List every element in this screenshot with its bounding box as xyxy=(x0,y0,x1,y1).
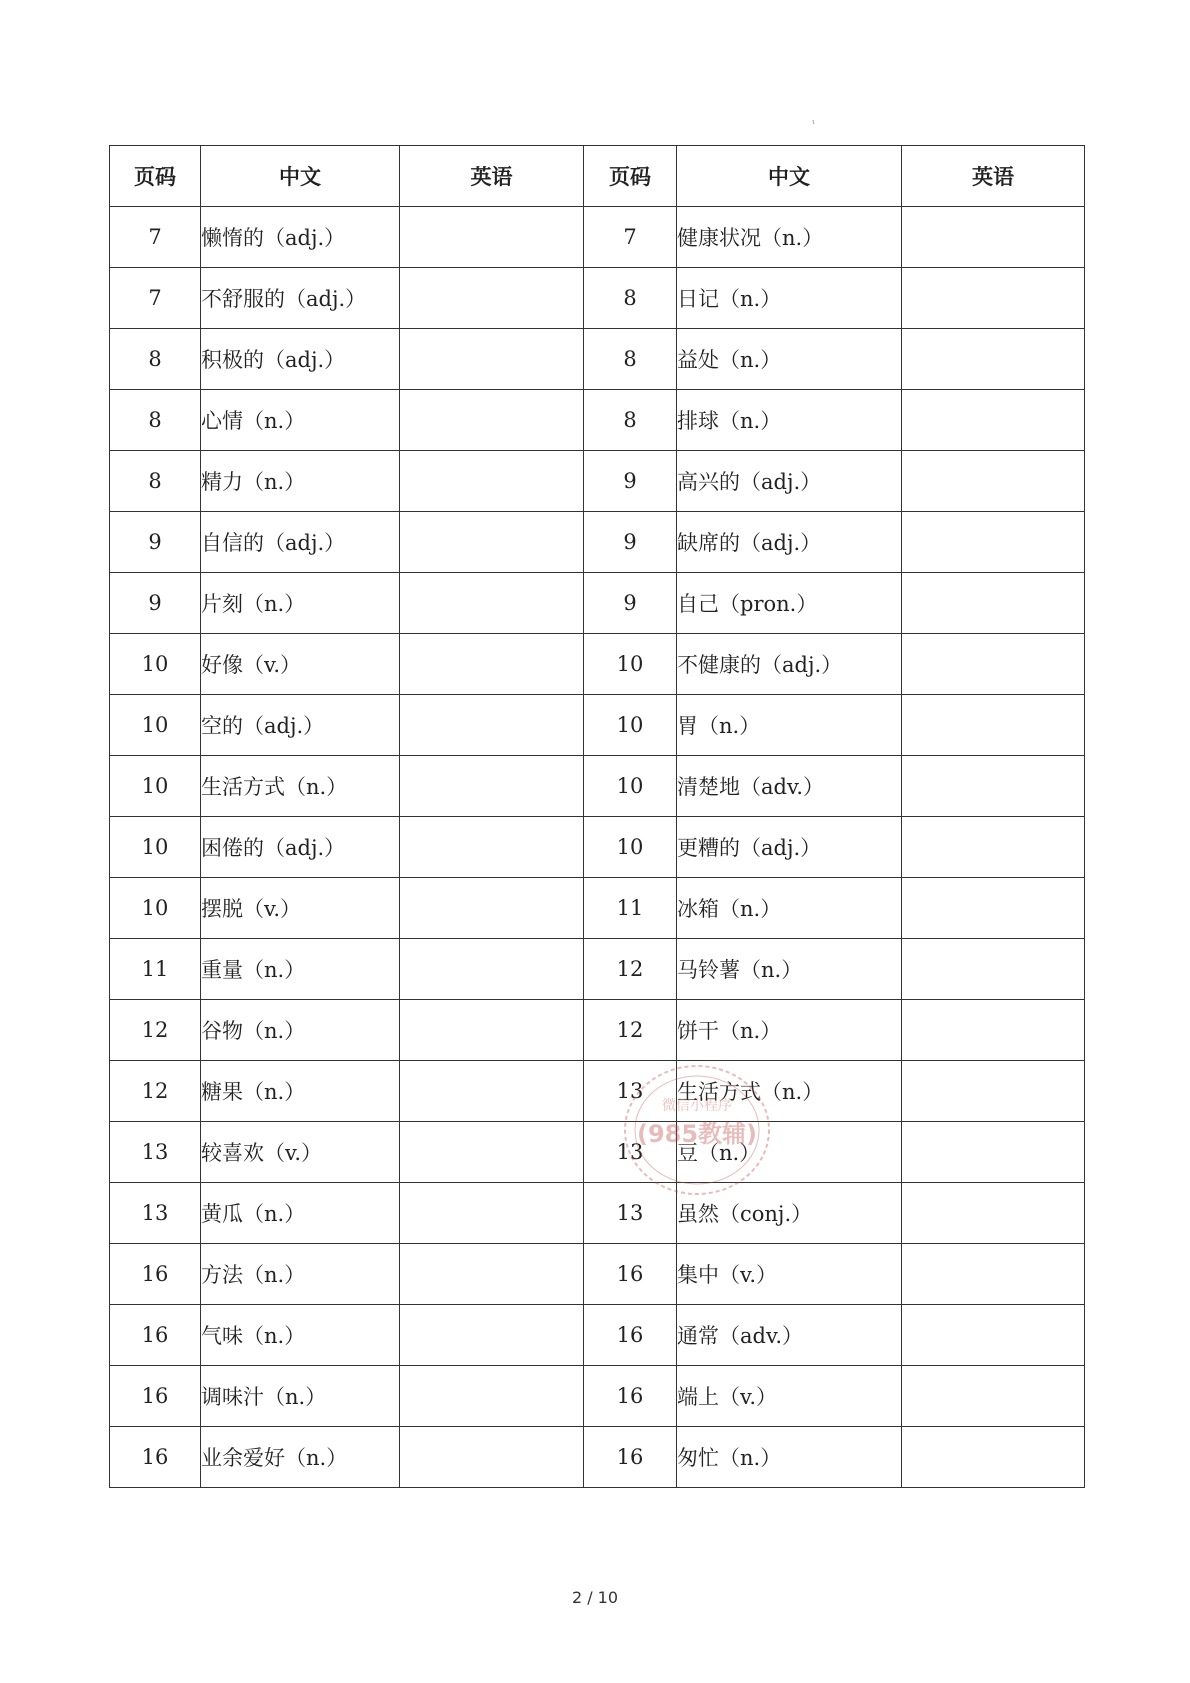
header-page-left: 页码 xyxy=(110,146,201,207)
chinese-word-cell: 自己（pron.） xyxy=(677,573,902,634)
chinese-word-cell: 生活方式（n.） xyxy=(677,1061,902,1122)
chinese-word-cell: 自信的（adj.） xyxy=(201,512,400,573)
chinese-word-cell: 懒惰的（adj.） xyxy=(201,207,400,268)
chinese-word-cell: 端上（v.） xyxy=(677,1366,902,1427)
english-answer-cell xyxy=(400,1000,584,1061)
chinese-word-cell: 谷物（n.） xyxy=(201,1000,400,1061)
page-number-cell: 11 xyxy=(110,939,201,1000)
chinese-word-cell: 通常（adv.） xyxy=(677,1305,902,1366)
english-answer-cell xyxy=(400,512,584,573)
page-number-cell: 16 xyxy=(584,1305,677,1366)
table-row xyxy=(110,756,1085,817)
table-row xyxy=(110,329,1085,390)
chinese-word-cell: 不舒服的（adj.） xyxy=(201,268,400,329)
table-row xyxy=(110,1366,1085,1427)
page-number-cell: 8 xyxy=(584,268,677,329)
page-number-cell: 13 xyxy=(110,1183,201,1244)
page-number-cell: 10 xyxy=(110,634,201,695)
chinese-word-cell: 清楚地（adv.） xyxy=(677,756,902,817)
english-answer-cell xyxy=(400,1305,584,1366)
english-answer-cell xyxy=(400,1244,584,1305)
page-number-cell: 13 xyxy=(110,1122,201,1183)
table-row xyxy=(110,817,1085,878)
english-answer-cell xyxy=(902,1305,1085,1366)
page-number-cell: 9 xyxy=(584,451,677,512)
english-answer-cell xyxy=(902,1366,1085,1427)
english-answer-cell xyxy=(902,1000,1085,1061)
chinese-word-cell: 生活方式（n.） xyxy=(201,756,400,817)
chinese-word-cell: 调味汁（n.） xyxy=(201,1366,400,1427)
page-number-cell: 8 xyxy=(584,390,677,451)
english-answer-cell xyxy=(400,1061,584,1122)
english-answer-cell xyxy=(902,1061,1085,1122)
table-row xyxy=(110,695,1085,756)
chinese-word-cell: 精力（n.） xyxy=(201,451,400,512)
vocabulary-table xyxy=(109,145,1085,1488)
page-number-cell: 7 xyxy=(584,207,677,268)
english-answer-cell xyxy=(902,1427,1085,1488)
table-row xyxy=(110,512,1085,573)
english-answer-cell xyxy=(400,634,584,695)
english-answer-cell xyxy=(400,1122,584,1183)
english-answer-cell xyxy=(902,1122,1085,1183)
page-number-cell: 16 xyxy=(110,1427,201,1488)
chinese-word-cell: 积极的（adj.） xyxy=(201,329,400,390)
page-number-cell: 10 xyxy=(584,756,677,817)
chinese-word-cell: 气味（n.） xyxy=(201,1305,400,1366)
page-number-cell: 10 xyxy=(110,878,201,939)
page-number-cell: 10 xyxy=(584,634,677,695)
english-answer-cell xyxy=(902,1183,1085,1244)
page-number-cell: 9 xyxy=(110,512,201,573)
english-answer-cell xyxy=(902,878,1085,939)
page-number-cell: 10 xyxy=(110,695,201,756)
english-answer-cell xyxy=(902,634,1085,695)
page-number-cell: 13 xyxy=(584,1061,677,1122)
table-row xyxy=(110,1183,1085,1244)
page-number-cell: 16 xyxy=(110,1366,201,1427)
english-answer-cell xyxy=(400,1183,584,1244)
page-number-cell: 16 xyxy=(584,1244,677,1305)
chinese-word-cell: 益处（n.） xyxy=(677,329,902,390)
page-number: 2 / 10 xyxy=(571,1588,619,1607)
page-number-cell: 13 xyxy=(584,1122,677,1183)
chinese-word-cell: 高兴的（adj.） xyxy=(677,451,902,512)
chinese-word-cell: 马铃薯（n.） xyxy=(677,939,902,1000)
table-row xyxy=(110,268,1085,329)
page-number-cell: 16 xyxy=(584,1427,677,1488)
english-answer-cell xyxy=(902,451,1085,512)
header-chinese-right: 中文 xyxy=(677,146,902,207)
english-answer-cell xyxy=(400,329,584,390)
chinese-word-cell: 好像（v.） xyxy=(201,634,400,695)
chinese-word-cell: 困倦的（adj.） xyxy=(201,817,400,878)
table-row xyxy=(110,1244,1085,1305)
page-number-cell: 10 xyxy=(110,756,201,817)
english-answer-cell xyxy=(902,573,1085,634)
english-answer-cell xyxy=(400,207,584,268)
chinese-word-cell: 摆脱（v.） xyxy=(201,878,400,939)
english-answer-cell xyxy=(400,451,584,512)
english-answer-cell xyxy=(400,695,584,756)
chinese-word-cell: 健康状况（n.） xyxy=(677,207,902,268)
page-number-cell: 9 xyxy=(584,573,677,634)
page-number-cell: 9 xyxy=(584,512,677,573)
english-answer-cell xyxy=(902,1244,1085,1305)
page-mark: ι xyxy=(812,118,815,126)
chinese-word-cell: 更糟的（adj.） xyxy=(677,817,902,878)
table-row xyxy=(110,390,1085,451)
table-row xyxy=(110,939,1085,1000)
page-number-cell: 7 xyxy=(110,268,201,329)
page-number-cell: 11 xyxy=(584,878,677,939)
watermark-center-text: (985教辅) xyxy=(636,1120,758,1148)
table-row xyxy=(110,1000,1085,1061)
page-number-cell: 16 xyxy=(110,1305,201,1366)
chinese-word-cell: 胃（n.） xyxy=(677,695,902,756)
page-number-cell: 8 xyxy=(110,329,201,390)
table-row xyxy=(110,1061,1085,1122)
header-page-right: 页码 xyxy=(584,146,677,207)
chinese-word-cell: 业余爱好（n.） xyxy=(201,1427,400,1488)
chinese-word-cell: 排球（n.） xyxy=(677,390,902,451)
page-number-cell: 13 xyxy=(584,1183,677,1244)
chinese-word-cell: 方法（n.） xyxy=(201,1244,400,1305)
english-answer-cell xyxy=(400,1366,584,1427)
chinese-word-cell: 冰箱（n.） xyxy=(677,878,902,939)
chinese-word-cell: 心情（n.） xyxy=(201,390,400,451)
chinese-word-cell: 集中（v.） xyxy=(677,1244,902,1305)
english-answer-cell xyxy=(400,878,584,939)
chinese-word-cell: 黄瓜（n.） xyxy=(201,1183,400,1244)
header-english-right: 英语 xyxy=(902,146,1085,207)
chinese-word-cell: 豆（n.） xyxy=(677,1122,902,1183)
english-answer-cell xyxy=(400,268,584,329)
header-chinese-left: 中文 xyxy=(201,146,400,207)
english-answer-cell xyxy=(902,756,1085,817)
page-number-cell: 8 xyxy=(110,451,201,512)
page-number-cell: 12 xyxy=(584,939,677,1000)
table-row xyxy=(110,207,1085,268)
table-row xyxy=(110,878,1085,939)
page-number-cell: 10 xyxy=(584,695,677,756)
chinese-word-cell: 空的（adj.） xyxy=(201,695,400,756)
table-row xyxy=(110,634,1085,695)
chinese-word-cell: 糖果（n.） xyxy=(201,1061,400,1122)
chinese-word-cell: 虽然（conj.） xyxy=(677,1183,902,1244)
table-header-row xyxy=(110,146,1085,207)
page-number-cell: 7 xyxy=(110,207,201,268)
page-number-cell: 8 xyxy=(110,390,201,451)
english-answer-cell xyxy=(400,756,584,817)
english-answer-cell xyxy=(400,573,584,634)
english-answer-cell xyxy=(902,390,1085,451)
english-answer-cell xyxy=(902,207,1085,268)
page-number-cell: 16 xyxy=(110,1244,201,1305)
watermark-top-text: 微信小程序 xyxy=(662,1098,732,1114)
header-english-left: 英语 xyxy=(400,146,584,207)
page-number-cell: 10 xyxy=(584,817,677,878)
chinese-word-cell: 缺席的（adj.） xyxy=(677,512,902,573)
english-answer-cell xyxy=(902,695,1085,756)
page-number-cell: 12 xyxy=(110,1061,201,1122)
english-answer-cell xyxy=(400,817,584,878)
page-number-cell: 8 xyxy=(584,329,677,390)
table-row xyxy=(110,1305,1085,1366)
chinese-word-cell: 不健康的（adj.） xyxy=(677,634,902,695)
page-number-cell: 12 xyxy=(584,1000,677,1061)
table-body xyxy=(110,207,1085,1488)
english-answer-cell xyxy=(400,1427,584,1488)
english-answer-cell xyxy=(902,512,1085,573)
english-answer-cell xyxy=(902,268,1085,329)
page-number-cell: 16 xyxy=(584,1366,677,1427)
english-answer-cell xyxy=(902,817,1085,878)
page-number-cell: 12 xyxy=(110,1000,201,1061)
page-number-cell: 9 xyxy=(110,573,201,634)
english-answer-cell xyxy=(902,329,1085,390)
chinese-word-cell: 较喜欢（v.） xyxy=(201,1122,400,1183)
table-row xyxy=(110,573,1085,634)
table-row xyxy=(110,1427,1085,1488)
english-answer-cell xyxy=(400,390,584,451)
table-row xyxy=(110,451,1085,512)
chinese-word-cell: 重量（n.） xyxy=(201,939,400,1000)
english-answer-cell xyxy=(400,939,584,1000)
english-answer-cell xyxy=(902,939,1085,1000)
chinese-word-cell: 日记（n.） xyxy=(677,268,902,329)
chinese-word-cell: 片刻（n.） xyxy=(201,573,400,634)
table-row xyxy=(110,1122,1085,1183)
chinese-word-cell: 匆忙（n.） xyxy=(677,1427,902,1488)
page-number-cell: 10 xyxy=(110,817,201,878)
chinese-word-cell: 饼干（n.） xyxy=(677,1000,902,1061)
